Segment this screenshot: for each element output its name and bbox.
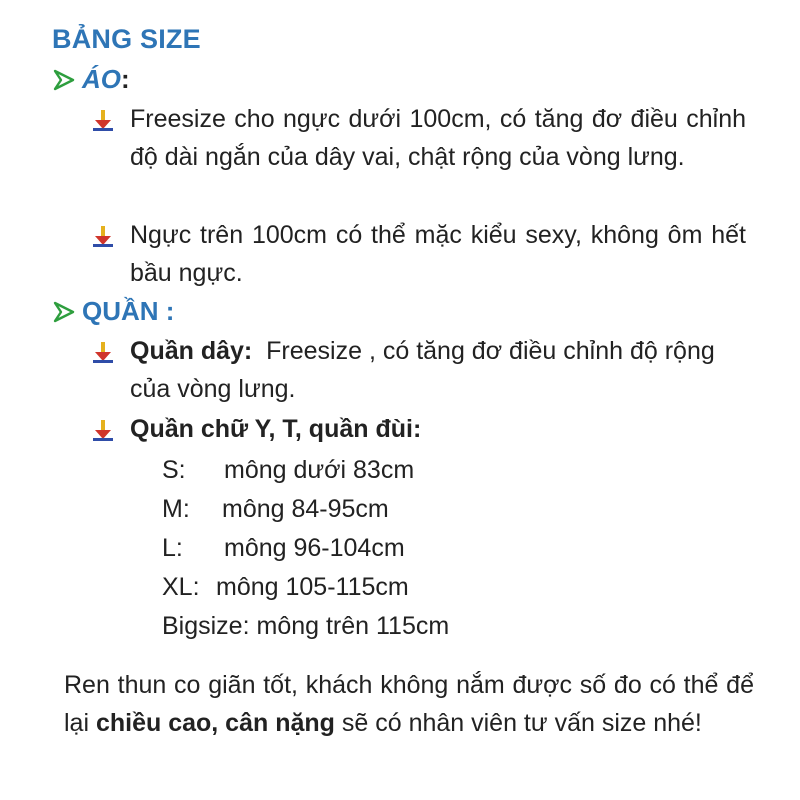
footer-bold: chiều cao, cân nặng bbox=[95, 709, 335, 737]
size-row-s bbox=[162, 456, 414, 485]
section-ao-label: ÁO bbox=[82, 64, 121, 94]
section-quan-heading bbox=[52, 296, 174, 327]
size-desc: mông trên 115cm bbox=[256, 612, 450, 640]
size-desc: mông 84-95cm bbox=[222, 495, 389, 523]
ao-bullet-2: Ngực trên 100cm có thể mặc kiểu sexy, không ôm hết bầu ngực. bbox=[130, 221, 746, 287]
section-ao-colon: : bbox=[121, 64, 130, 94]
size-desc: mông 105-115cm bbox=[216, 573, 409, 601]
size-desc: mông dưới 83cm bbox=[224, 456, 415, 484]
quan-day-paragraph bbox=[130, 332, 760, 408]
pushpin-arrow-icon bbox=[90, 340, 116, 366]
footer-note bbox=[64, 666, 754, 742]
size-row-bigsize bbox=[162, 612, 449, 641]
size-label: M: bbox=[162, 495, 190, 523]
size-label: L: bbox=[162, 534, 183, 562]
size-row-xl bbox=[162, 573, 409, 602]
footer-part1: Ren thun co giãn tốt, khách không nắm được số đo có thể để lại bbox=[64, 671, 754, 737]
size-label: XL: bbox=[162, 573, 200, 601]
pushpin-arrow-icon bbox=[90, 418, 116, 444]
pushpin-arrow-icon bbox=[90, 108, 116, 134]
pushpin-arrow-icon bbox=[90, 224, 116, 250]
page-title: BẢNG SIZE bbox=[52, 24, 201, 54]
quan-chu-label: Quần chữ Y, T, quần đùi: bbox=[130, 415, 422, 443]
footer-part2: sẽ có nhân viên tư vấn size nhé! bbox=[334, 709, 702, 737]
arrowhead-icon bbox=[52, 69, 76, 91]
quan-day-label: Quần dây: bbox=[130, 337, 253, 365]
arrowhead-icon bbox=[52, 301, 76, 323]
ao-bullet-1: Freesize cho ngực dưới 100cm, có tăng đơ điều chỉnh độ dài ngắn của dây vai, chật rộng của vòng lưng. bbox=[130, 105, 746, 171]
size-label: S: bbox=[162, 456, 186, 484]
size-row-l bbox=[162, 534, 405, 563]
size-row-m bbox=[162, 495, 389, 524]
section-ao-heading bbox=[52, 64, 130, 95]
size-desc: mông 96-104cm bbox=[224, 534, 405, 562]
section-quan-label: QUẦN : bbox=[82, 296, 175, 326]
size-label: Bigsize: bbox=[162, 612, 250, 640]
quan-day-text: Freesize , có tăng đơ điều chỉnh độ rộng của vòng lưng. bbox=[130, 337, 715, 403]
